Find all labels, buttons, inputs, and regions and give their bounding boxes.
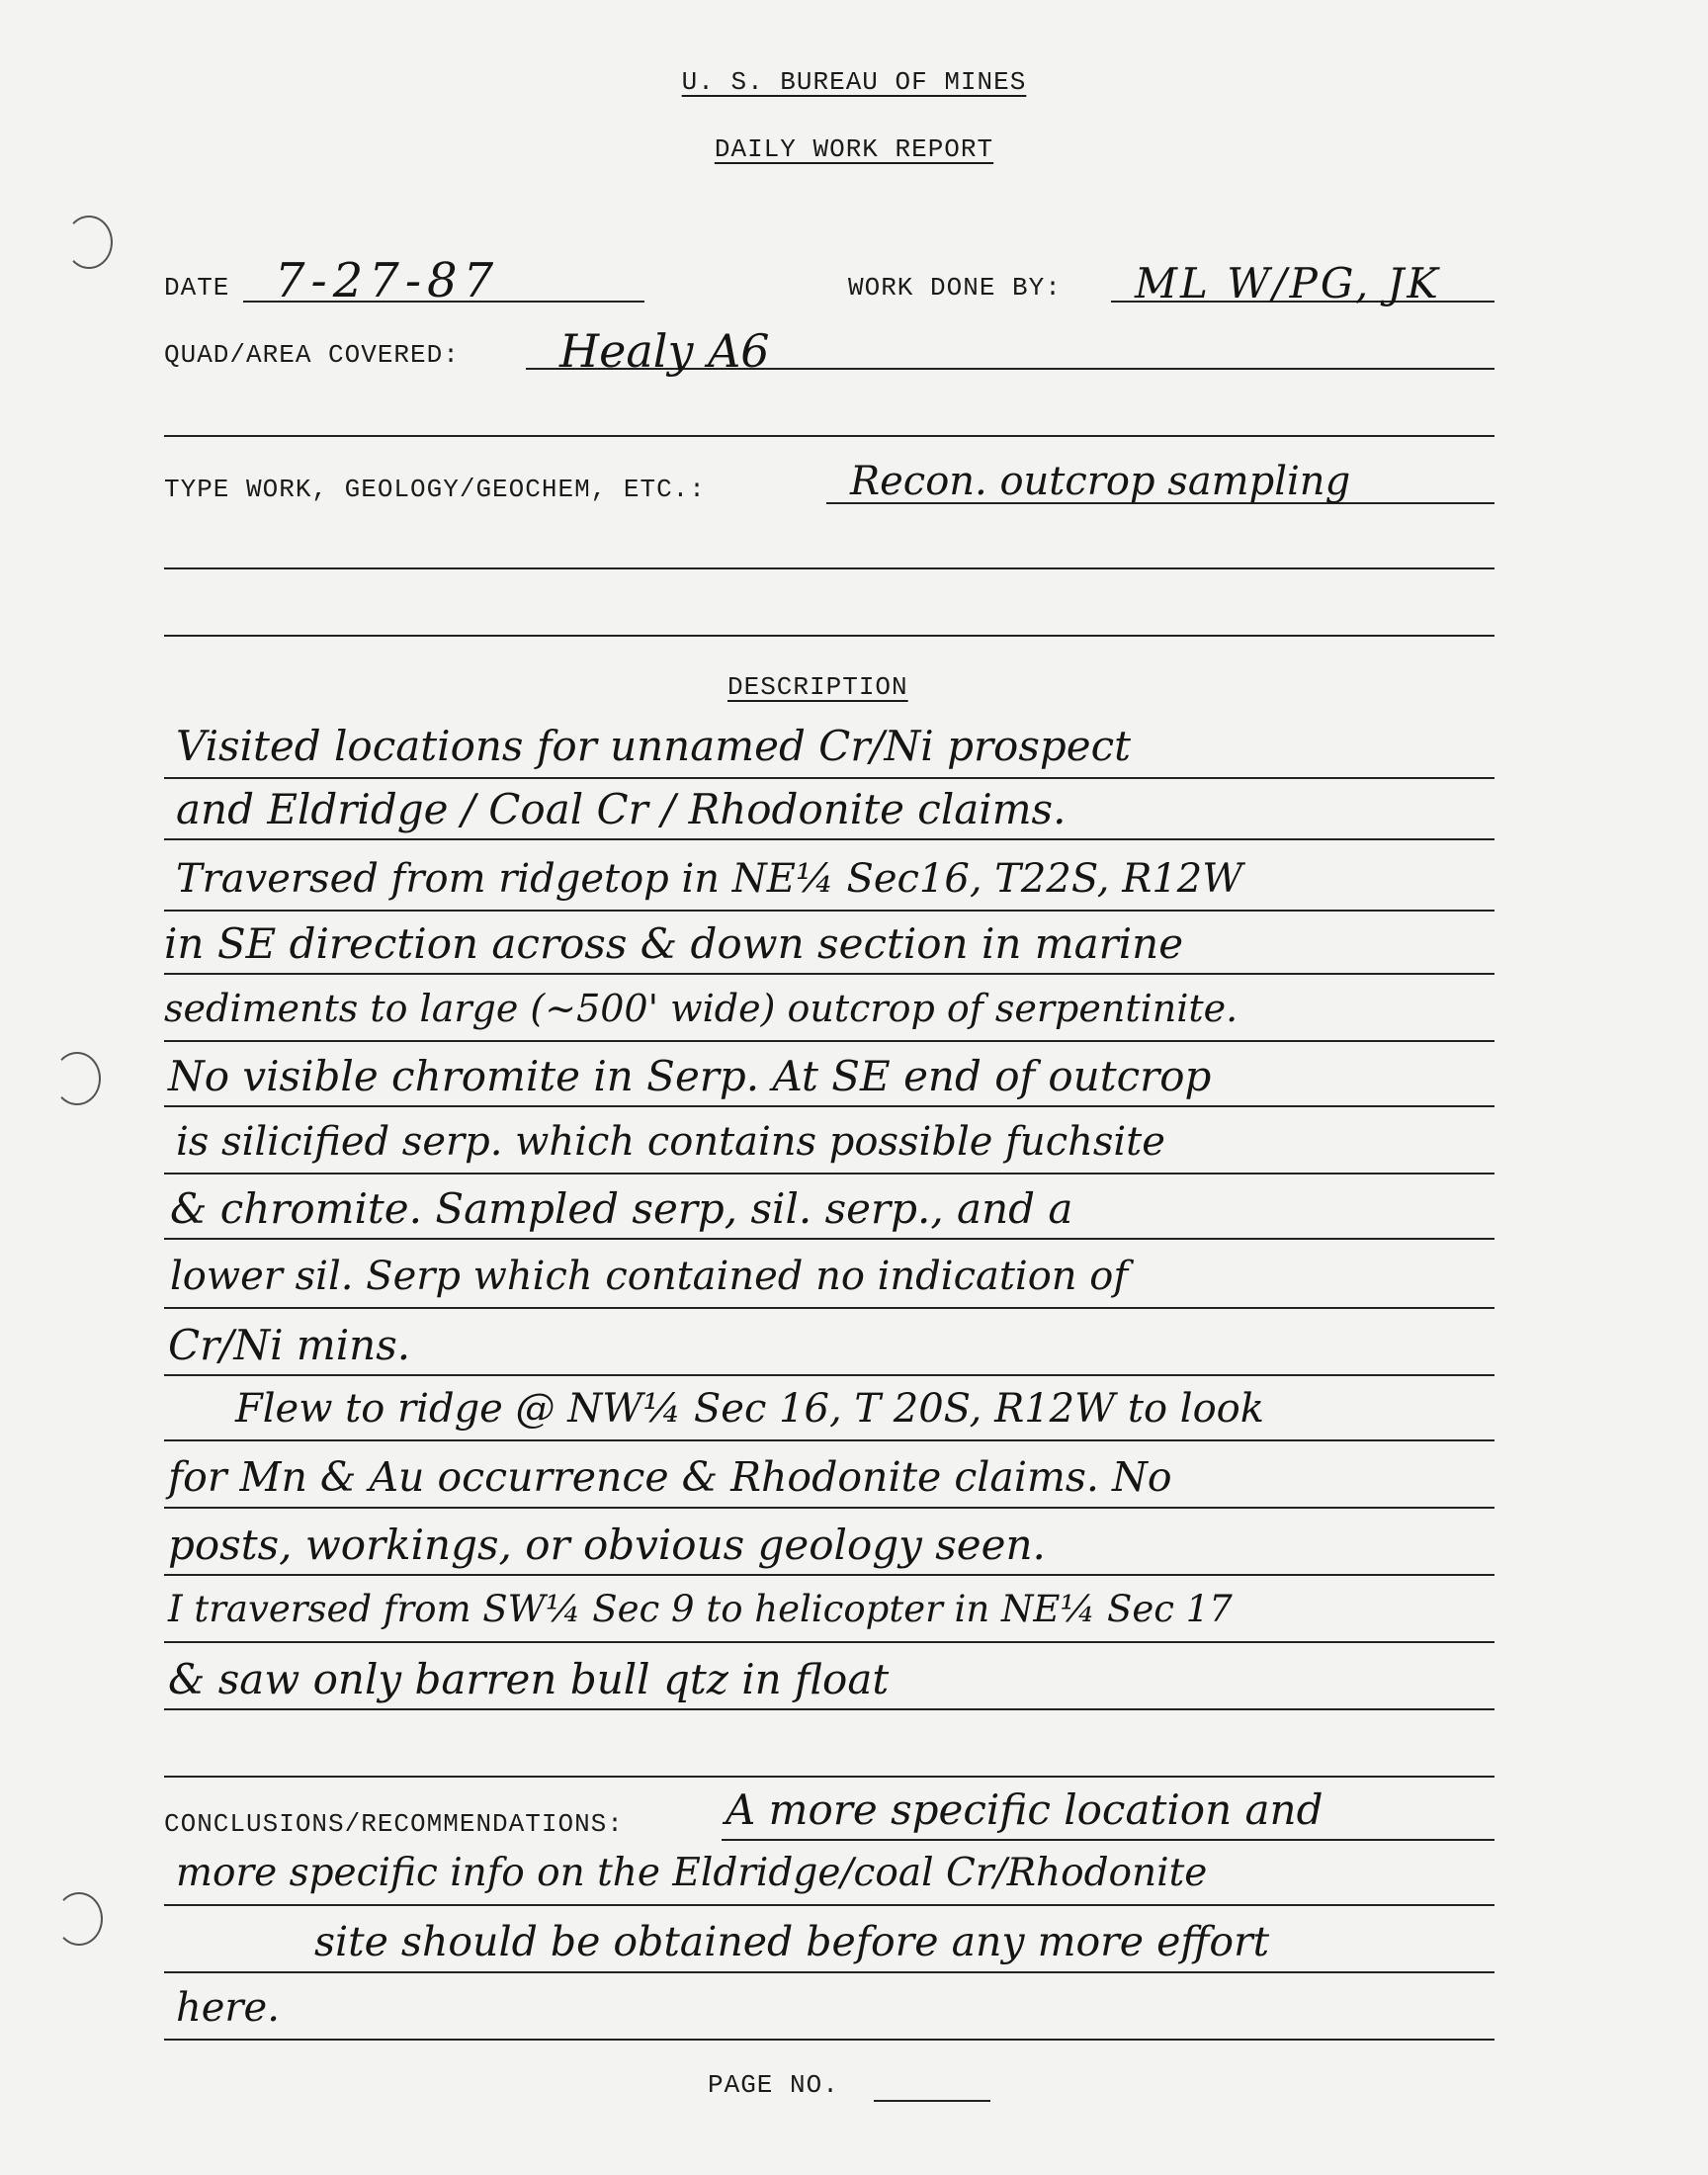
description-line: & saw only barren bull qtz in float — [168, 1655, 890, 1703]
description-line: No visible chromite in Serp. At SE end of outcrop — [168, 1052, 1212, 1100]
description-line: Cr/Ni mins. — [168, 1321, 411, 1369]
conclusions-line-text: more specific info on the Eldridge/coal Cr/Rhodonite — [176, 1851, 1208, 1895]
page-number-line — [874, 2100, 990, 2102]
binder-hole-bottom — [55, 1892, 103, 1946]
description-rule — [164, 973, 1494, 975]
work-done-by-value: ML W/PG, JK — [1135, 259, 1441, 307]
conclusions-rule — [164, 1904, 1494, 1906]
description-rule — [164, 1307, 1494, 1309]
description-line: sediments to large (~500' wide) outcrop of serpentinite. — [164, 987, 1238, 1030]
binder-hole-top — [65, 216, 113, 269]
type-work-value: Recon. outcrop sampling — [850, 459, 1351, 504]
conclusions-line-text: A more specific location and — [726, 1785, 1324, 1834]
blank-line-3 — [164, 635, 1494, 637]
blank-line-2 — [164, 567, 1494, 569]
conclusions-line-text: here. — [176, 1985, 280, 2031]
page-number-label: PAGE NO. — [708, 2070, 839, 2100]
quad-area-value: Healy A6 — [559, 324, 770, 378]
description-rule — [164, 777, 1494, 779]
description-rule — [164, 1374, 1494, 1376]
date-value: 7-27-87 — [275, 253, 500, 308]
conclusions-rule — [164, 1971, 1494, 1973]
description-rule — [164, 1173, 1494, 1174]
description-line: Traversed from ridgetop in NE¼ Sec16, T22S, R12W — [176, 856, 1243, 902]
date-label: DATE — [164, 273, 230, 303]
description-rule — [164, 1238, 1494, 1240]
description-rule — [164, 1507, 1494, 1509]
description-rule — [164, 1641, 1494, 1643]
description-line: Flew to ridge @ NW¼ Sec 16, T 20S, R12W to look — [235, 1386, 1264, 1432]
description-heading: DESCRIPTION — [727, 672, 908, 702]
conclusions-label: CONCLUSIONS/RECOMMENDATIONS: — [164, 1809, 624, 1839]
description-rule — [164, 1105, 1494, 1107]
work-done-by-label: WORK DONE BY: — [848, 273, 1062, 303]
description-rule — [164, 910, 1494, 912]
description-rule — [164, 1439, 1494, 1441]
description-rule — [164, 1574, 1494, 1576]
description-rule — [164, 1040, 1494, 1042]
binder-hole-middle — [53, 1052, 101, 1105]
conclusions-rule — [164, 2039, 1494, 2041]
description-line: & chromite. Sampled serp, sil. serp., and a — [170, 1184, 1073, 1233]
description-line: posts, workings, or obvious geology seen. — [168, 1521, 1046, 1569]
conclusions-line-text: site should be obtained before any more effort — [314, 1918, 1270, 1965]
report-title: DAILY WORK REPORT — [714, 134, 994, 164]
description-line: is silicified serp. which contains possible fuchsite — [176, 1119, 1165, 1165]
agency-title: U. S. BUREAU OF MINES — [681, 67, 1027, 97]
description-line: for Mn & Au occurrence & Rhodonite claims. No — [168, 1453, 1172, 1501]
description-line: and Eldridge / Coal Cr / Rhodonite claims. — [176, 785, 1067, 833]
description-line: lower sil. Serp which contained no indication of — [170, 1254, 1129, 1299]
description-line: Visited locations for unnamed Cr/Ni prospect — [176, 722, 1132, 770]
description-line: in SE direction across & down section in marine — [164, 919, 1184, 968]
blank-line-1 — [164, 435, 1494, 437]
type-work-label: TYPE WORK, GEOLOGY/GEOCHEM, ETC.: — [164, 475, 706, 504]
description-rule — [164, 838, 1494, 840]
description-line: I traversed from SW¼ Sec 9 to helicopter in NE¼ Sec 17 — [168, 1588, 1233, 1630]
conclusions-line — [722, 1839, 1494, 1841]
quad-area-label: QUAD/AREA COVERED: — [164, 340, 460, 370]
description-rule — [164, 1708, 1494, 1710]
description-rule — [164, 1776, 1494, 1778]
